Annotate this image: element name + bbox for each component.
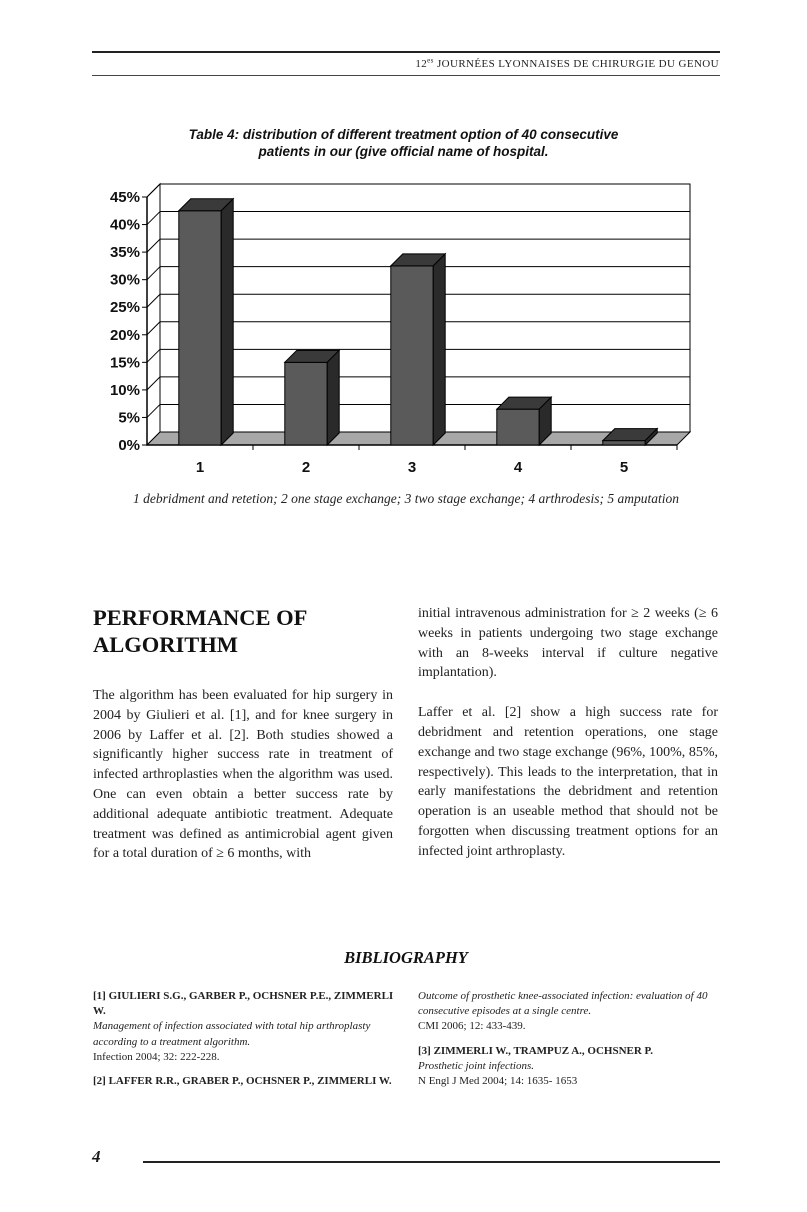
- y-tick-label: 5%: [118, 409, 140, 427]
- y-tick-label: 10%: [109, 381, 140, 399]
- bar: [497, 409, 539, 445]
- reference-source: N Engl J Med 2004; 14: 1635- 1653: [418, 1075, 578, 1088]
- y-tick-label: 25%: [109, 299, 140, 317]
- figure-caption: 1 debridment and retetion; 2 one stage exchange; 3 two stage exchange; 4 arthrodesis; 5 amputation: [132, 491, 680, 506]
- paragraph-2: initial intravenous administration for ≥ 2 weeks (≥ 6 weeks in patients undergoing two stage exchange with an 8-weeks interval if culture negative implantation).: [418, 606, 718, 681]
- bar: [391, 266, 433, 445]
- article-left-column: [93, 604, 393, 884]
- reference-title: Management of infection associated with total hip arthroplasty according to a treatment algorithm.: [93, 1020, 371, 1048]
- header-rule: [92, 75, 720, 76]
- reference-authors: [2] LAFFER R.R., GRABER P., OCHSNER P., ZIMMERLI W.: [93, 1075, 392, 1088]
- y-tick-label: 35%: [109, 244, 140, 262]
- section-title: PERFORMANCE OF ALGORITHM: [93, 605, 307, 657]
- article-right-column: [418, 604, 718, 882]
- bar-side: [327, 350, 339, 445]
- bottom-rule: [143, 1161, 720, 1163]
- y-tick-label: 0%: [118, 437, 140, 454]
- figure-title: [150, 126, 657, 160]
- bibliography-left-column: [93, 989, 398, 1098]
- reference-title: Outcome of prosthetic knee-associated infection: evaluation of 40 consecutive episodes at a single centre.: [418, 990, 708, 1018]
- y-tick-label: 45%: [109, 189, 140, 206]
- reference-1: [93, 989, 398, 1065]
- bar: [179, 211, 221, 445]
- bar-chart: [92, 180, 712, 480]
- y-tick-label: 40%: [109, 216, 140, 234]
- y-tick-label: 30%: [109, 271, 140, 289]
- bar: [285, 362, 327, 445]
- x-tick-label: 4: [513, 459, 523, 476]
- top-rule: [92, 51, 720, 53]
- x-tick-label: 3: [407, 459, 417, 476]
- reference-3: [418, 1044, 723, 1090]
- y-tick-label: 15%: [109, 354, 140, 372]
- reference-2-continued: [418, 989, 723, 1035]
- bibliography-title: BIBLIOGRAPHY: [344, 948, 468, 967]
- reference-2-authors: [93, 1074, 398, 1089]
- reference-authors: [1] GIULIERI S.G., GARBER P., OCHSNER P.E., ZIMMERLI W.: [93, 990, 394, 1018]
- bibliography-right-column: [418, 989, 723, 1098]
- bar: [603, 441, 645, 445]
- y-tick-label: 20%: [109, 326, 140, 344]
- x-tick-label: 1: [195, 459, 205, 476]
- x-tick-label: 2: [301, 459, 311, 476]
- page-number: 4: [92, 1147, 101, 1166]
- x-tick-label: 5: [619, 459, 629, 476]
- reference-source: CMI 2006; 12: 433-439.: [418, 1020, 526, 1033]
- running-header: $12^{es}$ JOURNÉES LYONNAISES DE CHIRURGIE DU GENOU: [415, 56, 719, 70]
- bar-side: [433, 254, 445, 445]
- reference-title: Prosthetic joint infections.: [418, 1059, 534, 1072]
- figure-title-line1: Table 4: distribution of different treatment option of 40 consecutive: [188, 127, 619, 142]
- paragraph-1: The algorithm has been evaluated for hip surgery in 2004 by Giulieri et al. [1], and for knee surgery in 2006 by Laffer et al. [2]. Both studies showed a significantly higher success rate in treatment of infected arthroplasties when the algorithm was used. One can even obtain a better success rate by additional adequate antibiotic treatment. Adequate treatment was defined as antimicrobial agent given for a total duration of ≥ 6 months, with: [93, 688, 393, 862]
- bar-chart-svg: [92, 180, 712, 480]
- figure-title-line2: patients in our (give official name of hospital.: [258, 144, 549, 159]
- reference-authors: [3] ZIMMERLI W., TRAMPUZ A., OCHSNER P.: [418, 1044, 654, 1057]
- paragraph-3: Laffer et al. [2] show a high success rate for debridment and retention operations, one stage exchange and two stage exchange (96%, 100%, 85%, respectively). This leads to the interpretation, that in early manifestations the debridment and retention operation is an useable method that should not be forgotten when discussing treatment options for an infected joint arthroplasty.: [418, 705, 718, 859]
- bar-side: [221, 199, 233, 445]
- reference-source: Infection 2004; 32: 222-228.: [93, 1050, 220, 1063]
